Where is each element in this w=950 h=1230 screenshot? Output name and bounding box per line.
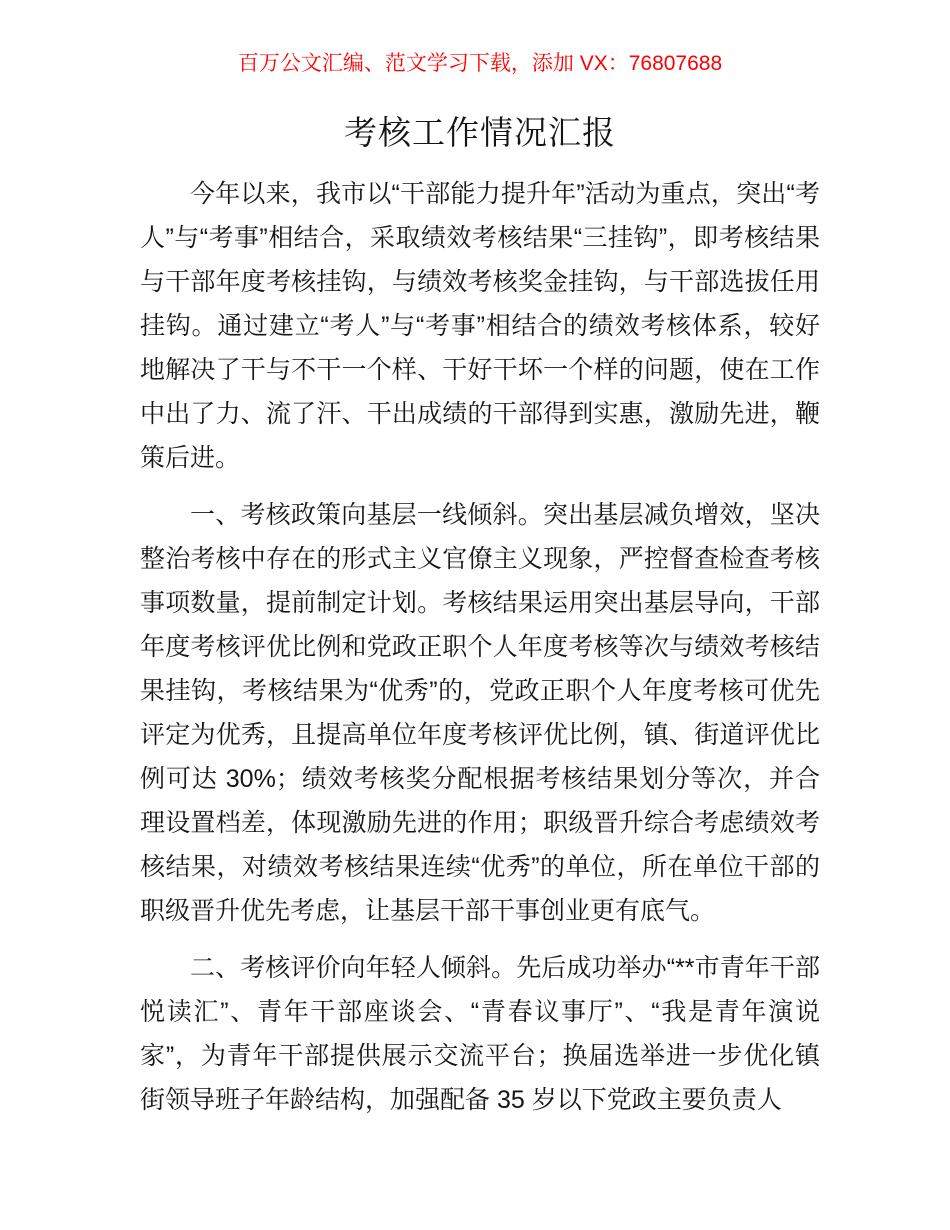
paragraph-section-1: 一、考核政策向基层一线倾斜。突出基层减负增效，坚决整治考核中存在的形式主义官僚主义现象，严控督查检查考核事项数量，提前制定计划。考核结果运用突出基层导向，干部年度考核评优比例和党政正职个人年度考核等次与绩效考核结果挂钩，考核结果为“优秀”的，党政正职个人年度考核可优先评定为优秀，且提高单位年度考核评优比例，镇、街道评优比例可达 30%；绩效考核奖分配根据考核结果划分等次，并合理设置档差，体现激励先进的作用；职级晋升综合考虑绩效考核结果，对绩效考核结果连续“优秀”的单位，所在单位干部的职级晋升优先考虑，让基层干部干事创业更有底气。 [140, 501, 820, 925]
document-body [140, 172, 820, 1122]
promo-header-text: 百万公文汇编、范文学习下载，添加 VX：76807688 [237, 52, 723, 75]
paragraph-section-2: 二、考核评价向年轻人倾斜。先后成功举办“**市青年干部悦读汇”、青年干部座谈会、“青春议事厅”、“我是青年演说家”，为青年干部提供展示交流平台；换届选举进一步优化镇街领导班子年龄结构，加强配备 35 岁以下党政主要负责人 [140, 954, 820, 1114]
document-title: 考核工作情况汇报 [344, 114, 616, 151]
paragraph-intro: 今年以来，我市以“干部能力提升年”活动为重点，突出“考人”与“考事”相结合，采取绩效考核结果“三挂钩”，即考核结果与干部年度考核挂钩，与绩效考核奖金挂钩，与干部选拔任用挂钩。通过建立“考人”与“考事”相结合的绩效考核体系，较好地解决了干与不干一个样、干好干坏一个样的问题，使在工作中出了力、流了汗、干出成绩的干部得到实惠，激励先进，鞭策后进。 [140, 180, 820, 472]
